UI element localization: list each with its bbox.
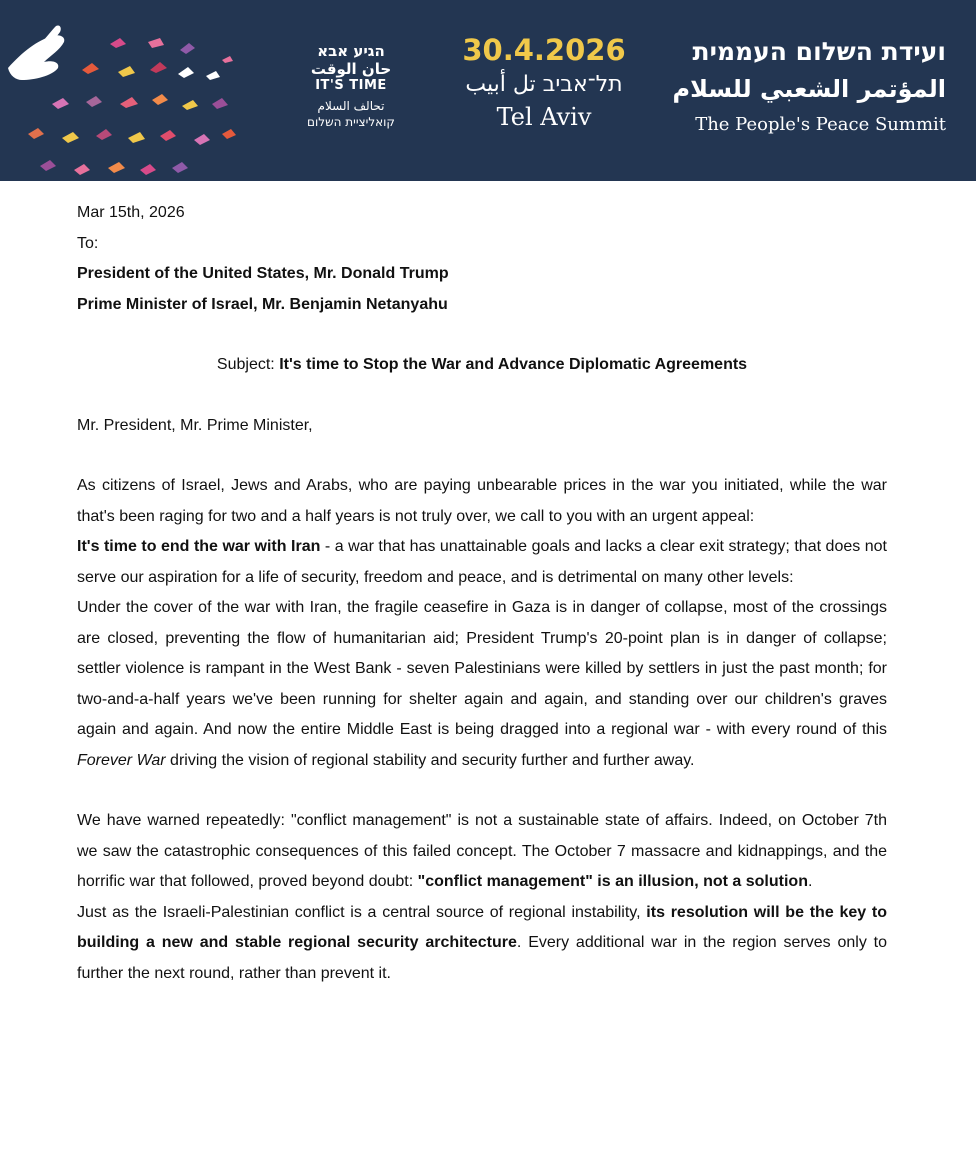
paragraph-5-text-b: . Every additional war in the region serves only to further the next round, rather than prevent it. <box>77 934 888 982</box>
subject-label: Subject: <box>216 356 280 373</box>
paragraph-5-text-a: Just as the Israeli-Palestinian conflict is a central source of regional instability, <box>77 903 647 921</box>
paragraph-5 <box>77 898 887 990</box>
paragraph-4-text: We have warned repeatedly: "conflict management" is not a sustainable state of affairs. Indeed, on October 7th we saw the catastrophic consequences of this failed concept. The October 7 massacre and kidnappings, and the horrific war that followed, proved beyond doubt: <box>77 812 887 890</box>
paragraph-3-text-b: driving the vision of regional stability and security further and further away. <box>165 751 695 769</box>
its-time-english: IT'S TIME <box>315 78 387 93</box>
header-banner <box>0 0 976 181</box>
paragraph-4-end: . <box>807 873 813 890</box>
letter-body <box>77 198 887 989</box>
recipient-2-text: Prime Minister of Israel, Mr. Benjamin Netanyahu <box>77 295 448 313</box>
paragraph-2-text: - a war that has unattainable goals and lacks a clear exit strategy; that does not serve our aspiration for a life of security, freedom and peace, and is detrimental on many other levels: <box>77 538 887 586</box>
summit-title <box>662 34 946 140</box>
event-city-english: Tel Aviv <box>496 103 592 131</box>
paragraph-1: As citizens of Israel, Jews and Arabs, who are paying unbearable prices in the war you initiated, while the war that's been raging for two and a half years is not truly over, we call to you with an urgent appeal: <box>77 477 887 525</box>
event-date-location <box>446 32 642 132</box>
recipient-2 <box>77 290 887 321</box>
paragraph-4 <box>77 806 887 898</box>
recipient-1-text: President of the United States, Mr. Donald Trump <box>77 265 449 282</box>
paragraph-3-text-a: Under the cover of the war with Iran, the fragile ceasefire in Gaza is in danger of collapse, most of the crossings are closed, preventing the flow of humanitarian aid; President Trump's 20-point plan is in danger of collapse; settler violence is rampant in the West Bank - seven Palestinians were killed by settlers in just the past month; for two-and-a-half years we've been running for shelter again and again, and standing over our children's graves again and again. And now the entire Middle East is being dragged into a regional war - with every round of this <box>77 599 887 738</box>
paragraph-3 <box>77 593 887 776</box>
paragraph-5-bold: its resolution will be the key to building a new and stable regional security architecture <box>77 903 887 951</box>
event-city-hebrew-arabic: תל־אביב تل أبيب <box>465 72 623 97</box>
peace-birds-logo <box>0 0 250 181</box>
subject-line <box>77 350 887 381</box>
its-time-arabic: حان الوقت <box>310 60 392 78</box>
event-date: 30.4.2026 <box>462 33 626 67</box>
its-time-logo <box>286 42 416 130</box>
paragraph-3-italic: Forever War <box>77 751 166 769</box>
summit-title-arabic: المؤتمر الشعبي للسلام <box>672 75 946 103</box>
subject-text: It's time to Stop the War and Advance Diplomatic Agreements <box>279 356 748 373</box>
summit-title-english: The People's Peace Summit <box>695 114 946 135</box>
paragraph-2-bold: It's time to end the war with Iran <box>77 538 321 555</box>
recipient-1 <box>77 259 887 290</box>
coalition-arabic: تحالف السلام <box>317 99 385 113</box>
its-time-hebrew: הגיע אבא <box>317 42 385 60</box>
salutation: Mr. President, Mr. Prime Minister, <box>77 416 313 434</box>
letter-to: To: <box>77 234 99 252</box>
coalition-hebrew: קואליציית השלום <box>307 115 395 129</box>
paragraph-2 <box>77 532 887 593</box>
paragraph-4-bold: "conflict management" is an illusion, not a solution <box>417 873 808 890</box>
letter-date: Mar 15th, 2026 <box>77 204 185 221</box>
summit-title-hebrew: ועידת השלום העממית <box>692 37 946 66</box>
